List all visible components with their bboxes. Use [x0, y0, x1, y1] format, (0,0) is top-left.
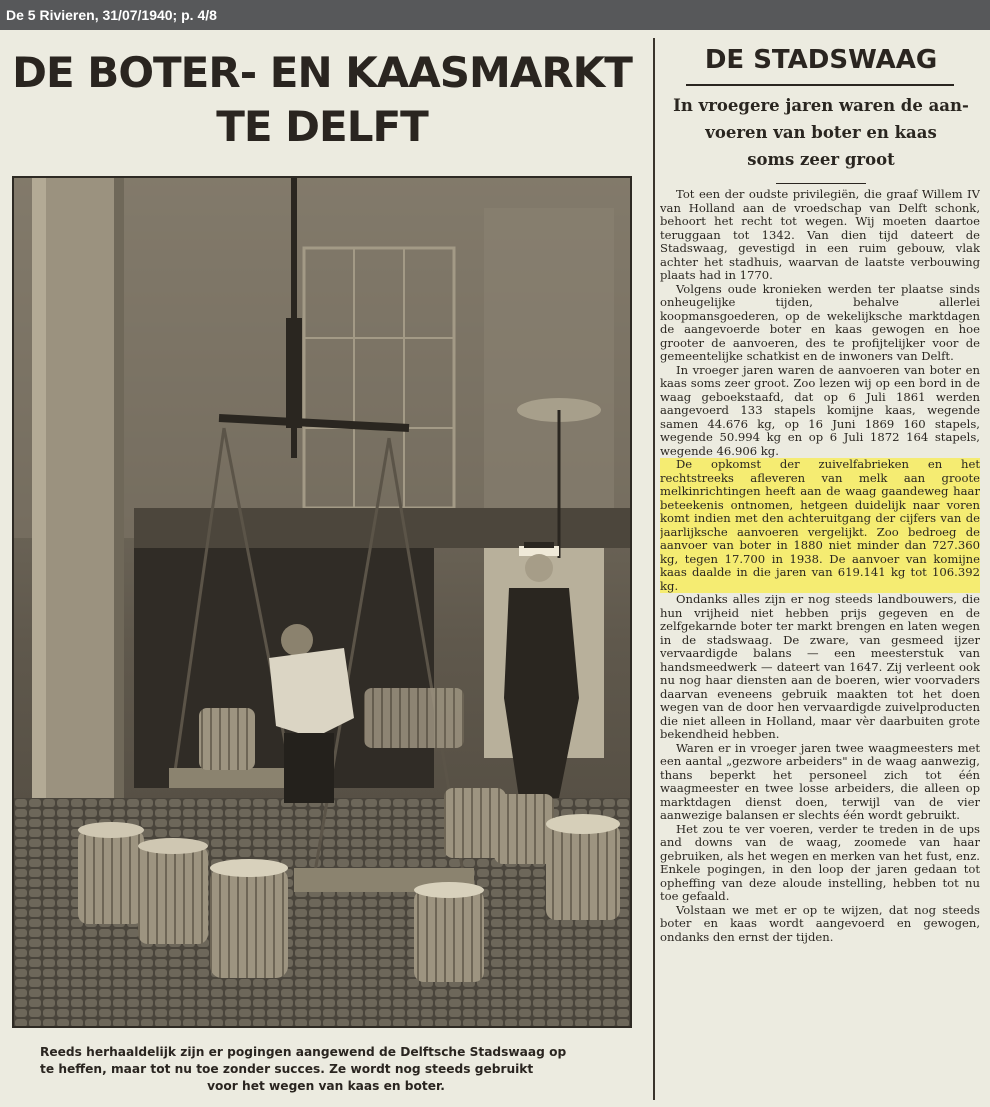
subtitle-line-1: In vroegere jaren waren de aan- — [673, 96, 969, 115]
column-divider — [653, 38, 655, 1100]
article-paragraph-highlighted: De opkomst der zuivelfabrieken en het rechtstreeks afleveren van melk aan groote melkinrichtingen heeft aan de waag gaandeweg haar beteekenis ontnomen, hetgeen duidelijk naar voren komt indien met den achteruitgang der cijfers van de jaarlijksche aanvoeren vergelijkt. Zoo bedroeg de aanvoer van boter in 1880 niet minder dan 727.360 kg, tegen 17.700 in 1938. De aanvoer van komijne kaas daalde in die jaren van 619.141 kg tot 106.392 kg. — [660, 457, 980, 593]
subtitle-rule — [776, 183, 866, 184]
headline-line-2: TE DELFT — [216, 102, 428, 151]
article-paragraph-6: Waren er in vroeger jaren twee waagmeesters met een aantal „gezwore arbeiders" in de waag aanwezig, thans beperkt het personeel zich tot één waagmeester en twee losse arbeiders, die alleen op marktdagen dienst doen, terwijl van de vier aanwezige balansen er slechts één wordt gebruikt. — [660, 740, 980, 822]
weighing-scale-photo-illustration — [14, 178, 630, 1026]
subtitle-line-3: soms zeer groot — [747, 150, 895, 169]
article-paragraph-8: Volstaan we met er op te wijzen, dat nog steeds boter en kaas wordt aangevoerd en gewogen, ondanks den ernst der tijden. — [660, 902, 980, 944]
headline-line-1: DE BOTER- EN KAASMARKT — [12, 48, 632, 97]
article-paragraph-1: Tot een der oudste privilegiën, die graaf Willem IV van Holland aan de vroedschap van Delft schonk, behoort het recht tot wegen. Wij moeten daartoe teruggaan tot 1342. Van dien tijd dateert de Stadswaag, gevestigd in een ruim gebouw, vlak achter het stadhuis, waarvan de laatste verbouwing plaats had in 1770. — [660, 188, 980, 282]
article-paragraph-3: In vroeger jaren waren de aanvoeren van boter en kaas soms zeer groot. Zoo lezen wij op een bord in de waag geboekstaafd, dat op 6 Juli 1861 werden aangevoerd 133 stapels komijne kaas, wegende samen 44.676 kg, op 16 Juni 1869 160 stapels, wegende 50.994 kg en op 6 Juli 1872 164 stapels, wegende 46.906 kg. — [660, 362, 980, 458]
caption-line-1: Reeds herhaaldelijk zijn er pogingen aangewend de Delftsche Stadswaag op — [40, 1045, 567, 1059]
subtitle-line-2: voeren van boter en kaas — [705, 123, 937, 142]
caption-line-2: te heffen, maar tot nu toe zonder succes. Ze wordt nog steeds gebruikt — [40, 1062, 534, 1076]
article-subtitle — [664, 92, 978, 173]
article-paragraph-2: Volgens oude kronieken werden ter plaatse sinds onheugelijke tijden, behalve allerlei koopmansgoederen, op de wekelijksche marktdagen de aangevoerde boter en kaas gewogen en hoe grooter de aanvoeren, des te profijtelijker voor de gemeentelijke schatkist en de inwoners van Delft. — [660, 281, 980, 363]
article-body — [660, 188, 980, 1100]
window-title-bar — [0, 0, 990, 30]
market-photo — [12, 176, 632, 1028]
article-title: DE STADSWAAG — [704, 45, 938, 75]
caption-line-3: voor het wegen van kaas en boter. — [207, 1079, 445, 1093]
window-title: De 5 Rivieren, 31/07/1940; p. 4/8 — [6, 7, 217, 23]
photo-caption — [40, 1044, 612, 1095]
page-headline — [8, 46, 636, 154]
title-rule — [686, 84, 954, 86]
article-paragraph-7: Het zou te ver voeren, verder te treden in de ups and downs van de waag, zoomede van haar gebruiken, als het wegen en merken van het fust, enz. Enkele pogingen, in den loop der jaren gedaan tot opheffing van deze aloude instelling, hebben tot nu toe gefaald. — [660, 821, 980, 903]
article-paragraph-5: Ondanks alles zijn er nog steeds landbouwers, die hun vrijheid niet hebben prijs gegeven en de zelfgekarnde boter ter markt brengen en laten wegen in de stadswaag. De zware, van gesmeed ijzer vervaardigde balans — een meesterstuk van handsmeedwerk — dateert van 1647. Zij verleent ook nu nog haar diensten aan de boeren, wier voorvaders daarvan eveneens gebruik maakten tot het doen wegen van de door hen vervaardigde zuivelproducten die niet alleen in Holland, maar vèr daarbuiten grote bekendheid hebben. — [660, 592, 980, 741]
